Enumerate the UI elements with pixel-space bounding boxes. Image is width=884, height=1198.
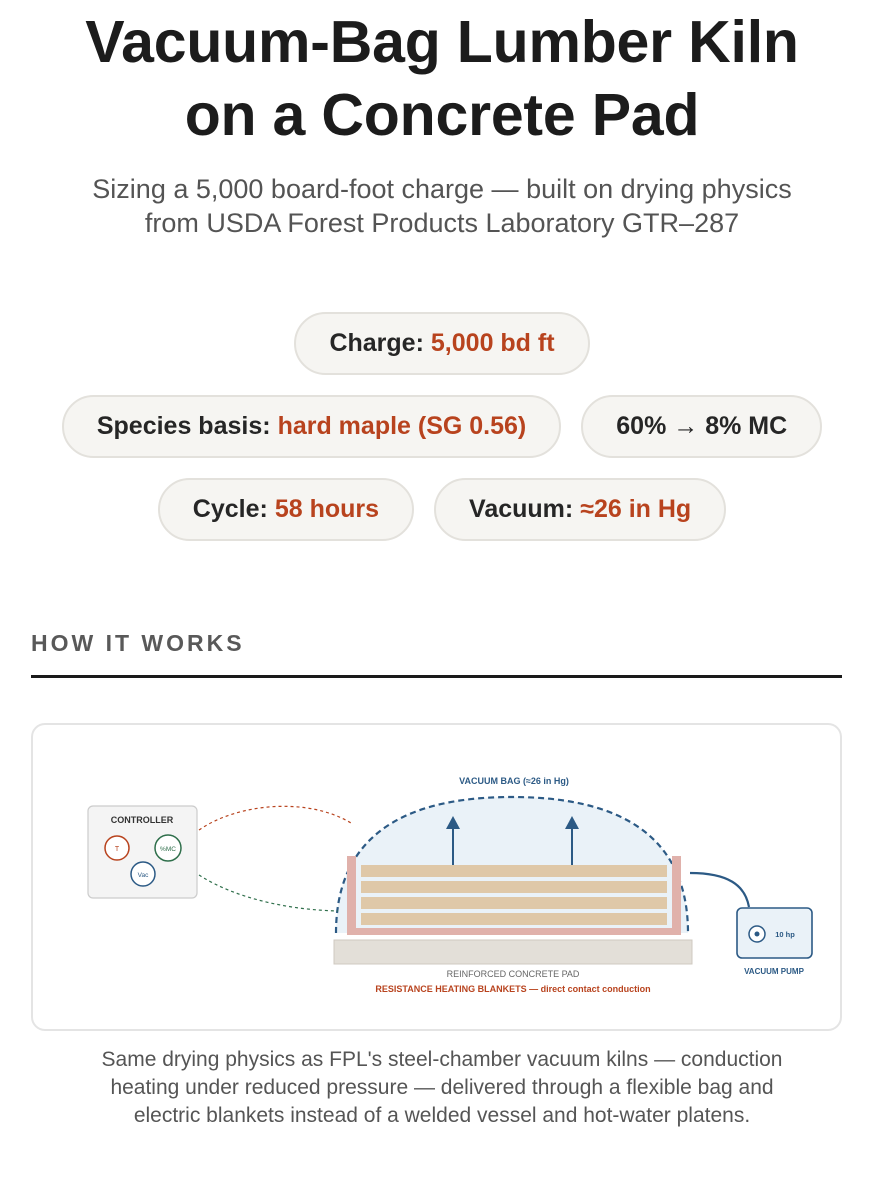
caption-line-1: Same drying physics as FPL's steel-chamber vacuum kilns — conduction (101, 1048, 783, 1071)
vacuum-pump-label: VACUUM PUMP (744, 967, 804, 976)
vacuum-label: Vacuum: (469, 495, 574, 523)
charge-value: 5,000 bd ft (430, 329, 555, 357)
vacuum-bag-label: VACUUM BAG (≈26 in Hg) (459, 776, 569, 786)
kiln-diagram (33, 725, 840, 1029)
cycle-label: Cycle: (192, 495, 268, 523)
spec-pills (0, 312, 884, 561)
spec-row-2 (0, 395, 884, 458)
vacuum-pill (434, 478, 726, 541)
vacuum-pump-power: 10 hp (775, 930, 795, 939)
diagram-caption (0, 1046, 884, 1130)
title-line-2: on a Concrete Pad (184, 82, 700, 148)
lumber-board (361, 865, 667, 877)
caption-line-2: heating under reduced pressure — delivered through a flexible bag and (110, 1076, 774, 1099)
vacuum-hose (690, 873, 749, 907)
section-divider (31, 675, 842, 678)
charge-label: Charge: (329, 329, 424, 357)
controller-title: CONTROLLER (110, 815, 174, 825)
moisture-label: 60% → 8% MC (616, 412, 788, 440)
heating-blanket-label: RESISTANCE HEATING BLANKETS — direct contact conduction (375, 984, 651, 994)
species-label: Species basis: (96, 412, 271, 440)
cycle-value: 58 hours (274, 495, 380, 523)
pump-motor-hub-icon (755, 932, 760, 937)
concrete-pad (334, 940, 692, 964)
controller (88, 806, 197, 898)
temperature-gauge-label: T (114, 846, 120, 853)
spec-row-1 (0, 312, 884, 375)
lumber-board (361, 881, 667, 893)
heating-blanket-bottom (347, 928, 681, 935)
caption-line-3: electric blankets instead of a welded vessel and hot-water platens. (133, 1104, 751, 1127)
lumber-board (361, 913, 667, 925)
vacuum-pump (737, 908, 812, 976)
heating-blanket-left (347, 856, 356, 935)
cycle-pill (158, 478, 414, 541)
heating-blanket-right (672, 856, 681, 935)
temperature-sensor-wire (199, 806, 351, 830)
moisture-pill (581, 395, 822, 458)
subtitle-line-2: from USDA Forest Products Laboratory GTR–287 (144, 208, 740, 238)
charge-pill (294, 312, 589, 375)
species-pill (62, 395, 561, 458)
vacuum-gauge-label: Vac (137, 872, 149, 879)
title-line-1: Vacuum-Bag Lumber Kiln (85, 9, 799, 75)
section-heading: HOW IT WORKS (31, 630, 245, 656)
spec-row-3 (0, 478, 884, 541)
species-value: hard maple (SG 0.56) (277, 412, 527, 440)
page-subtitle (0, 172, 884, 240)
lumber-board (361, 897, 667, 909)
moisture-sensor-wire (199, 875, 338, 911)
moisture-gauge-label: %MC (160, 846, 176, 853)
subtitle-line-1: Sizing a 5,000 board-foot charge — built on drying physics (92, 174, 792, 204)
concrete-pad-label: REINFORCED CONCRETE PAD (446, 969, 580, 979)
vacuum-value: ≈26 in Hg (580, 495, 692, 523)
kiln-diagram-card (31, 723, 842, 1031)
page-title (0, 6, 884, 152)
